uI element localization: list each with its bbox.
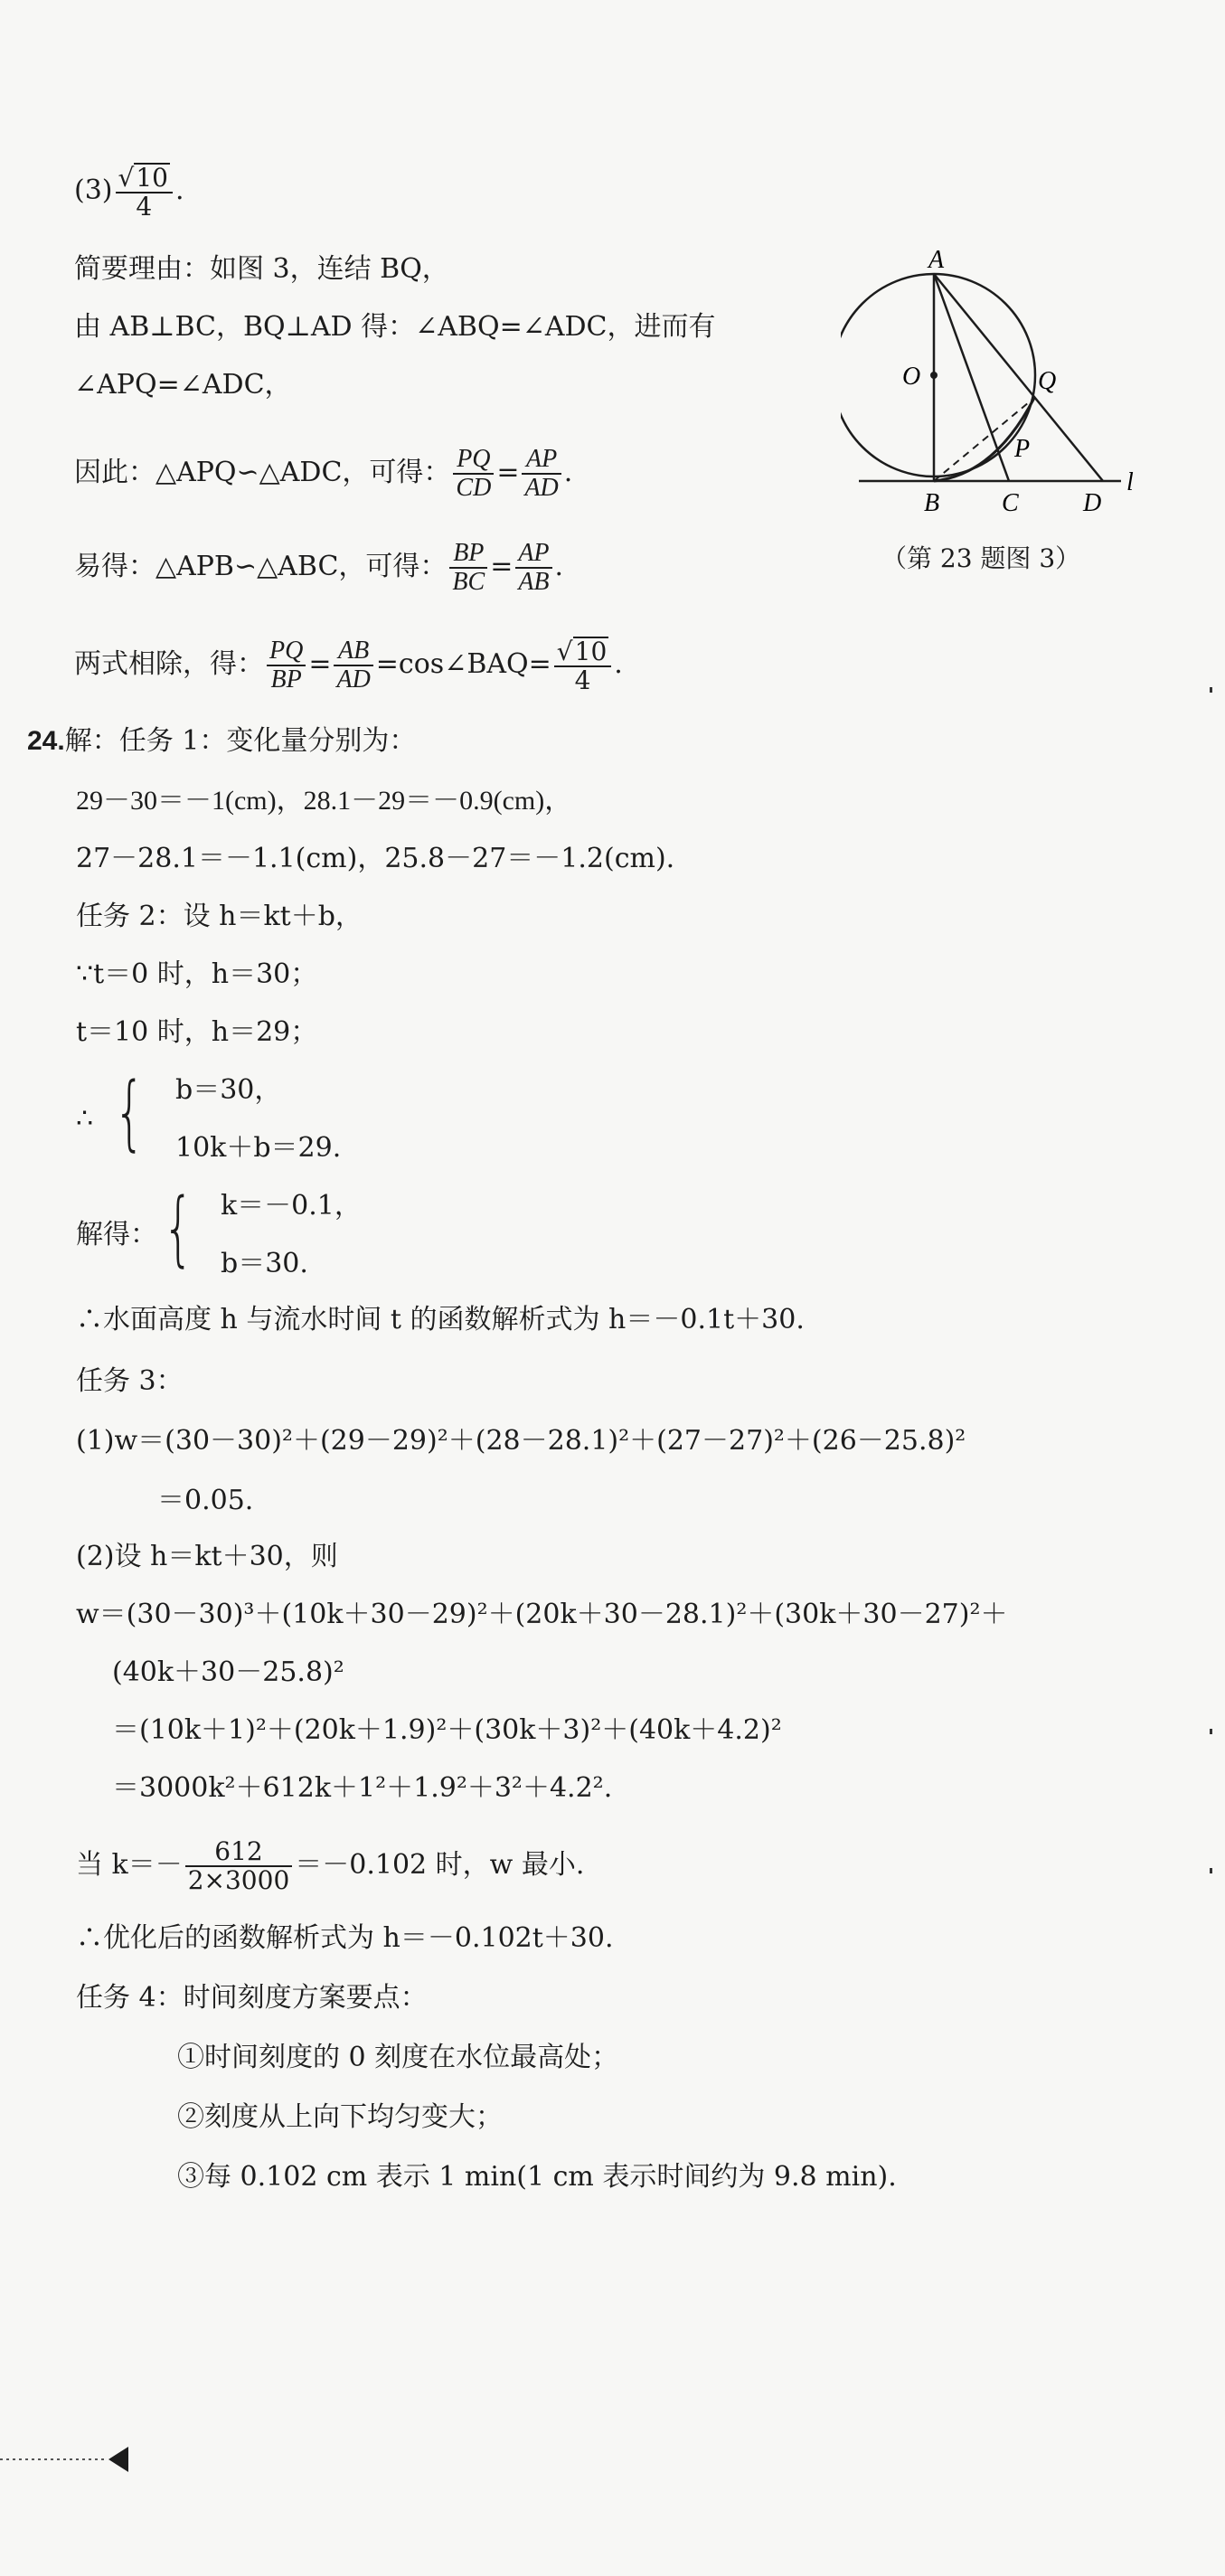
fraction-ap-ab <box>515 540 551 596</box>
label-o: O <box>902 363 921 391</box>
reason-line: 简要理由：如图 3，连结 BQ， <box>74 253 449 285</box>
edge-mark <box>1210 1868 1212 1873</box>
function-result: ∴水面高度 h 与流水时间 t 的函数解析式为 h＝－0.1t＋30. <box>76 1304 805 1335</box>
solve-label: 解得： <box>76 1219 157 1250</box>
fraction-pq-cd <box>453 446 494 502</box>
w-expand-2: (40k＋30－25.8)² <box>112 1656 344 1688</box>
point-3: ③每 0.102 cm 表示 1 min(1 cm 表示时间约为 9.8 min). <box>177 2161 897 2193</box>
denominator: CD <box>453 473 494 502</box>
condition-1: ∵t＝0 时，h＝30； <box>76 958 318 990</box>
edge-mark <box>1210 1729 1212 1734</box>
w-calc-1-result: ＝0.05. <box>157 1485 254 1516</box>
numerator: AP <box>526 445 558 473</box>
reason-line-2: 由 AB⊥BC，BQ⊥AD 得：∠ABQ=∠ADC，进而有 <box>74 311 716 343</box>
edge-mark <box>1210 687 1212 693</box>
label-q: Q <box>1038 367 1057 395</box>
cos-text: =cos∠BAQ= <box>375 648 551 680</box>
fraction-pq-bp <box>267 637 306 694</box>
numerator: BP <box>453 539 485 567</box>
q23-part3-answer <box>74 163 184 221</box>
divide-line: 两式相除，得： $\frac{PQ}{BP}$ = $\frac{AB}{AD}$ =cos∠BAQ= $\frac{√10}{4}$ . <box>74 637 623 695</box>
optimized-function: ∴优化后的函数解析式为 h＝－0.102t＋30. <box>76 1922 614 1954</box>
part-label: (3) <box>74 175 113 206</box>
numerator: AB <box>338 637 370 665</box>
label-c: C <box>1002 489 1019 517</box>
system2-eq-a: k＝－0.1， <box>221 1190 362 1222</box>
fraction-sqrt10-4: $\frac{√10}{4}$ <box>554 637 611 694</box>
task1-intro: 解：任务 1：变化量分别为： <box>64 725 417 757</box>
denominator: 4 <box>554 665 611 694</box>
denominator: 2×3000 <box>185 1865 293 1894</box>
equation-system-1 <box>76 1065 347 1174</box>
condition-2: t＝10 时，h＝29； <box>76 1016 318 1048</box>
circle-o <box>841 274 1035 477</box>
w-expand-1: w＝(30－30)³＋(10k＋30－29)²＋(20k＋30－28.1)²＋(30k＋30－27)²＋ <box>76 1599 1008 1630</box>
therefore-symbol: ∴ <box>76 1103 94 1135</box>
fraction-ab-ad <box>334 637 372 694</box>
left-brace: { <box>163 1181 194 1276</box>
denominator: AD <box>522 473 561 502</box>
denominator: BC <box>449 567 487 596</box>
task1-line-2: 27－28.1＝－1.1(cm)，25.8－27＝－1.2(cm). <box>76 843 675 874</box>
similar-text: 因此：△APQ∽△ADC，可得： <box>74 457 451 488</box>
denominator: BP <box>267 665 306 694</box>
numerator: 612 <box>214 1836 263 1866</box>
label-a: A <box>928 246 945 274</box>
task3-label: 任务 3： <box>76 1365 184 1397</box>
label-b: B <box>924 489 940 517</box>
numerator: AP <box>518 539 550 567</box>
similar-line-1: 因此：△APQ∽△ADC，可得： $\frac{PQ}{CD}$ = $\frac{AP}{AD}$ . <box>74 445 573 502</box>
w-setup: (2)设 h＝kt＋30，则 <box>76 1541 338 1572</box>
answer-period: . <box>174 175 184 206</box>
fraction-ap-ad <box>522 446 561 502</box>
page-back-arrow-icon <box>0 2441 145 2477</box>
system1-eq-a: b＝30， <box>175 1074 282 1106</box>
label-d: D <box>1083 489 1102 517</box>
numerator: PQ <box>269 637 304 665</box>
similar-text: 易得：△APB∽△ABC，可得： <box>74 551 448 582</box>
left-brace: { <box>114 1065 146 1160</box>
system2-eq-b: b＝30. <box>221 1248 308 1279</box>
center-point-o <box>930 372 938 379</box>
w-calc-1: (1)w＝(30－30)²＋(29－29)²＋(28－28.1)²＋(27－27)²＋(26－25.8)² <box>76 1425 966 1457</box>
similar-line-2: 易得：△APB∽△ABC，可得： $\frac{BP}{BC}$ = $\frac{AP}{AB}$ . <box>74 539 564 596</box>
task1-line-1: 29－30＝－1(cm)，28.1－29＝－0.9(cm)， <box>76 786 572 816</box>
equation-system-2 <box>76 1181 365 1289</box>
denominator: AB <box>515 567 551 596</box>
answer-numerator: 10 <box>136 163 168 193</box>
label-p: P <box>1014 435 1031 463</box>
figure-caption: （第 23 题图 3） <box>881 543 1081 573</box>
reason-line-3: ∠APQ=∠ADC， <box>74 369 292 401</box>
numerator: 10 <box>574 637 608 666</box>
fraction-612 <box>185 1838 293 1894</box>
task4-label: 任务 4：时间刻度方案要点： <box>76 1982 428 2014</box>
numerator: PQ <box>457 445 491 473</box>
system1-eq-b: 10k＋b＝29. <box>175 1132 342 1164</box>
w-expand-3: ＝(10k＋1)²＋(20k＋1.9)²＋(30k＋3)²＋(40k＋4.2)² <box>112 1714 782 1746</box>
fraction-bp-bc <box>449 540 487 596</box>
answer-denominator: 4 <box>116 192 173 221</box>
minimum-text: ＝－0.102 时，w 最小. <box>295 1849 585 1881</box>
task2-line: 任务 2：设 h＝kt＋b， <box>76 901 363 932</box>
when-text: 当 k＝－ <box>76 1849 183 1881</box>
answer-fraction: $\frac{√10}{4}$ <box>116 163 173 221</box>
denominator: AD <box>334 665 372 694</box>
divide-text: 两式相除，得： <box>74 648 264 680</box>
point-1: ①时间刻度的 0 刻度在水位最高处； <box>177 2042 619 2073</box>
geometry-figure <box>841 244 1148 543</box>
w-expand-4: ＝3000k²＋612k＋1²＋1.9²＋3²＋4.2². <box>112 1772 613 1804</box>
q24-first-line <box>27 723 416 760</box>
label-l: l <box>1126 468 1134 496</box>
point-2: ②刻度从上向下均匀变大； <box>177 2101 503 2133</box>
minimum-line <box>76 1834 584 1897</box>
question-number: 24. <box>27 726 65 756</box>
